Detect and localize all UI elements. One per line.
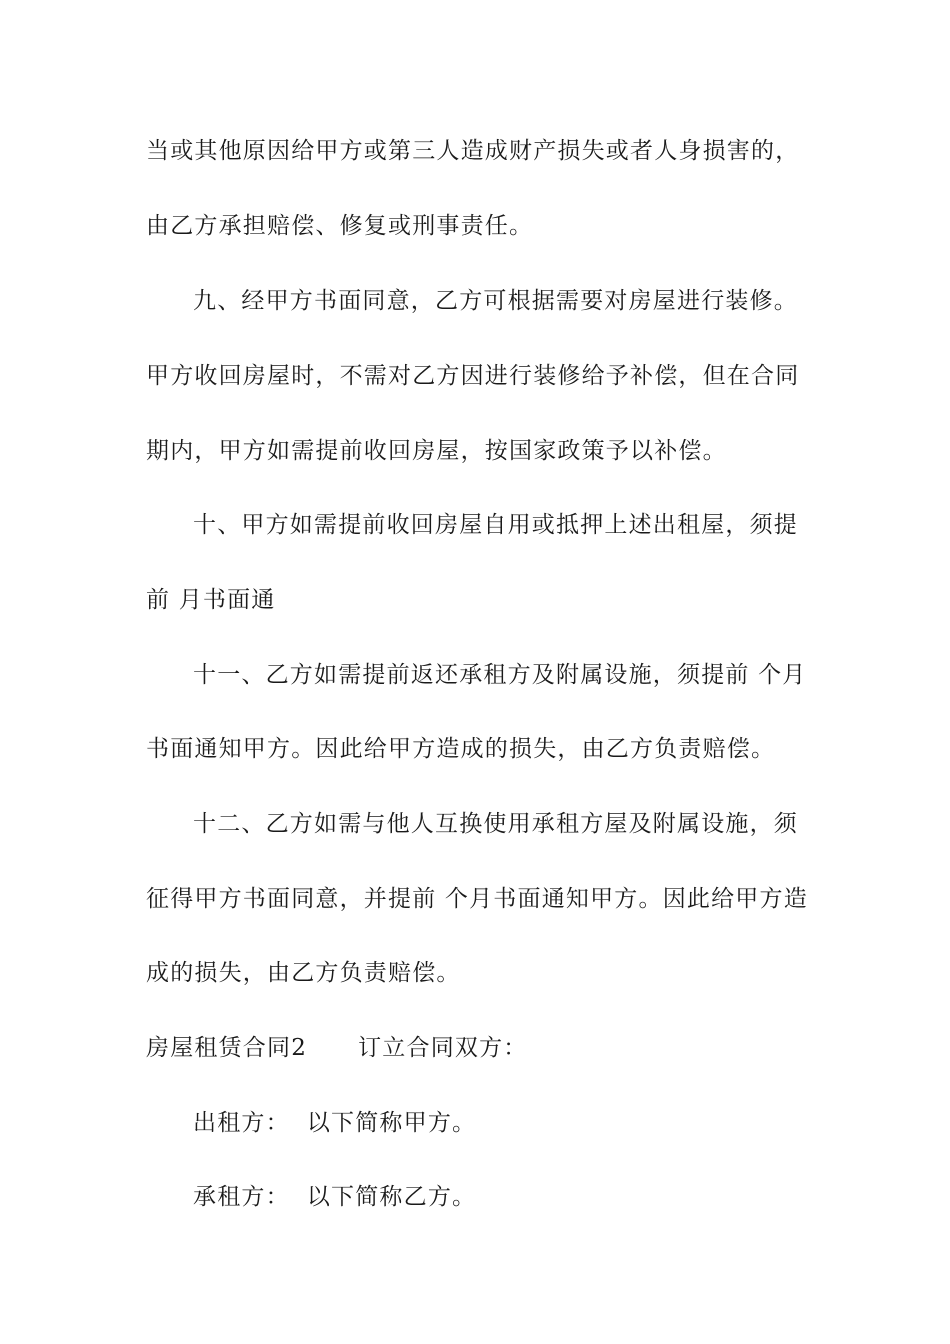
clause-10-heading-line: 十、甲方如需提前收回房屋自用或抵押上述出租屋，须提 bbox=[193, 512, 798, 538]
lessor-line: 出租方： 以下简称甲方。 bbox=[193, 1110, 477, 1136]
paragraph-line: 书面通知甲方。因此给甲方造成的损失，由乙方负责赔偿。 bbox=[146, 736, 776, 762]
clause-12-heading-line: 十二、乙方如需与他人互换使用承租方屋及附属设施，须 bbox=[193, 811, 798, 837]
paragraph-line: 前 月书面通 bbox=[146, 587, 276, 613]
clause-11-heading-line: 十一、乙方如需提前返还承租方及附属设施，须提前 个月 bbox=[193, 662, 807, 688]
paragraph-line: 期内，甲方如需提前收回房屋，按国家政策予以补偿。 bbox=[146, 438, 727, 464]
clause-9-heading-line: 九、经甲方书面同意，乙方可根据需要对房屋进行装修。 bbox=[193, 288, 798, 314]
contract-2-title-line: 房屋租赁合同2 订立合同双方： bbox=[146, 1035, 528, 1061]
lessee-line: 承租方： 以下简称乙方。 bbox=[193, 1184, 477, 1210]
paragraph-line: 成的损失，由乙方负责赔偿。 bbox=[146, 960, 461, 986]
paragraph-line: 甲方收回房屋时，不需对乙方因进行装修给予补偿，但在合同 bbox=[146, 363, 800, 389]
paragraph-line: 由乙方承担赔偿、修复或刑事责任。 bbox=[146, 213, 534, 239]
paragraph-line: 当或其他原因给甲方或第三人造成财产损失或者人身损害的， bbox=[146, 138, 800, 164]
paragraph-line: 征得甲方书面同意，并提前 个月书面通知甲方。因此给甲方造 bbox=[146, 886, 808, 912]
